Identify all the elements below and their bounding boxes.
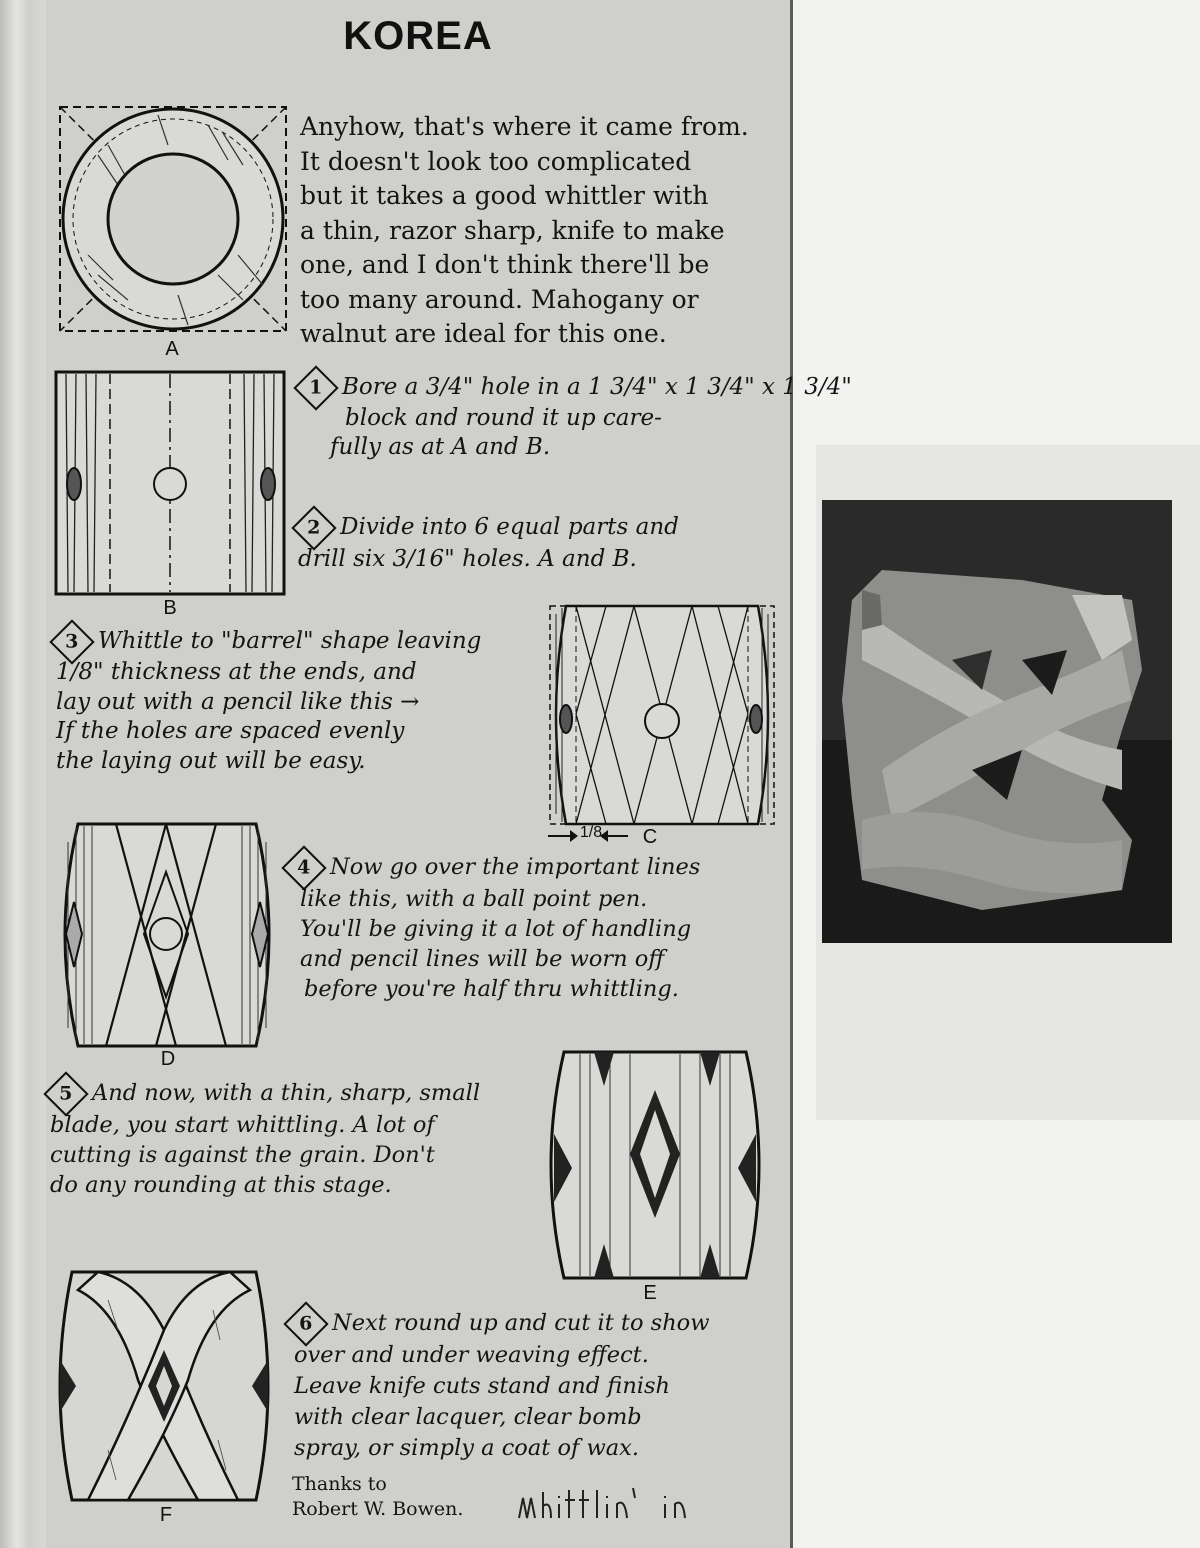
step-5-text: And now, with a thin, sharp, small bbox=[92, 1080, 481, 1106]
step-6-line: with clear lacquer, clear bomb bbox=[294, 1404, 642, 1430]
step-3-text: Whittle to "barrel" shape leaving bbox=[98, 628, 482, 654]
step-6-line: Leave knife cuts stand and finish bbox=[294, 1373, 671, 1399]
step-5-line: cutting is against the grain. Don't bbox=[50, 1142, 435, 1168]
figure-b-block bbox=[54, 370, 286, 596]
step-5-number: 5 bbox=[59, 1082, 73, 1105]
intro-line: Anyhow, that's where it came from. bbox=[300, 112, 749, 141]
step-4-line: before you're half thru whittling. bbox=[304, 976, 679, 1002]
step-2-line: drill six 3/16" holes. A and B. bbox=[298, 546, 637, 572]
step-1-diamond-icon bbox=[293, 365, 338, 410]
step-1-line: block and round it up care- bbox=[345, 405, 662, 431]
intro-text bbox=[300, 110, 749, 352]
figure-d-inked-barrel bbox=[56, 822, 278, 1048]
step-6-line bbox=[290, 1308, 710, 1340]
step-5 bbox=[50, 1078, 480, 1200]
step-4-text: Now go over the important lines bbox=[330, 854, 701, 880]
figure-a-label: A bbox=[165, 338, 179, 360]
step-4-line: and pencil lines will be worn off bbox=[300, 946, 665, 972]
figure-d-label: D bbox=[160, 1048, 176, 1070]
figure-c-label: C bbox=[642, 826, 658, 848]
whittlin-logo bbox=[515, 1478, 695, 1524]
figure-c-barrel-layout bbox=[546, 604, 778, 826]
step-3-line: the laying out will be easy. bbox=[56, 747, 366, 774]
step-1-line bbox=[300, 372, 852, 404]
step-6-line: spray, or simply a coat of wax. bbox=[294, 1435, 640, 1461]
step-2 bbox=[298, 512, 679, 574]
step-3 bbox=[56, 626, 481, 776]
figure-e-cut-barrel bbox=[540, 1050, 770, 1280]
step-2-text: Divide into 6 equal parts and bbox=[340, 514, 679, 540]
step-4-line bbox=[288, 852, 700, 884]
figure-f-label: F bbox=[159, 1504, 173, 1526]
step-6 bbox=[290, 1308, 710, 1464]
step-4-line: like this, with a ball point pen. bbox=[300, 886, 648, 912]
step-1-text: Bore a 3/4" hole in a 1 3/4" x 1 3/4" x 1 3/4" bbox=[342, 374, 852, 400]
step-5-line: blade, you start whittling. A lot of bbox=[50, 1112, 435, 1138]
intro-line: walnut are ideal for this one. bbox=[300, 319, 667, 348]
step-4-number: 4 bbox=[297, 856, 311, 879]
step-3-number: 3 bbox=[65, 630, 79, 653]
step-3-line: 1/8" thickness at the ends, and bbox=[56, 659, 417, 685]
credit-name: Robert W. Bowen. bbox=[292, 1498, 464, 1520]
step-1-line: fully as at A and B. bbox=[330, 434, 551, 460]
intro-line: It doesn't look too complicated bbox=[300, 146, 692, 176]
page-title: KOREA bbox=[343, 14, 493, 58]
step-2-number: 2 bbox=[307, 516, 321, 539]
step-6-line: over and under weaving effect. bbox=[294, 1342, 649, 1368]
intro-line: one, and I don't think there'll be bbox=[300, 250, 710, 279]
step-5-line: do any rounding at this stage. bbox=[50, 1172, 392, 1198]
finished-carving-photo bbox=[822, 500, 1172, 943]
step-6-number: 6 bbox=[299, 1312, 313, 1335]
figure-e-label: E bbox=[643, 1282, 657, 1304]
intro-line: but it takes a good whittler with bbox=[300, 181, 709, 210]
step-2-line bbox=[298, 512, 679, 544]
credit bbox=[292, 1472, 463, 1522]
intro-line: too many around. Mahogany or bbox=[300, 284, 699, 314]
figure-c-measure: 1/8 bbox=[579, 824, 603, 841]
step-1-number: 1 bbox=[309, 376, 323, 399]
step-5-line bbox=[50, 1078, 480, 1110]
step-3-line bbox=[56, 626, 481, 658]
step-4-line: You'll be giving it a lot of handling bbox=[300, 916, 692, 942]
figure-a-top-view bbox=[58, 105, 288, 335]
step-3-line: If the holes are spaced evenly bbox=[56, 718, 405, 744]
book-binding-edge bbox=[0, 0, 50, 1548]
figure-b-label: B bbox=[163, 597, 177, 619]
step-6-text: Next round up and cut it to show bbox=[332, 1310, 710, 1336]
credit-thanks: Thanks to bbox=[292, 1473, 387, 1495]
step-3-line: lay out with a pencil like this → bbox=[56, 688, 420, 715]
step-1 bbox=[300, 372, 852, 462]
figure-f-finished-weave bbox=[48, 1270, 280, 1502]
intro-line: a thin, razor sharp, knife to make bbox=[300, 215, 725, 245]
step-4 bbox=[288, 852, 700, 1004]
